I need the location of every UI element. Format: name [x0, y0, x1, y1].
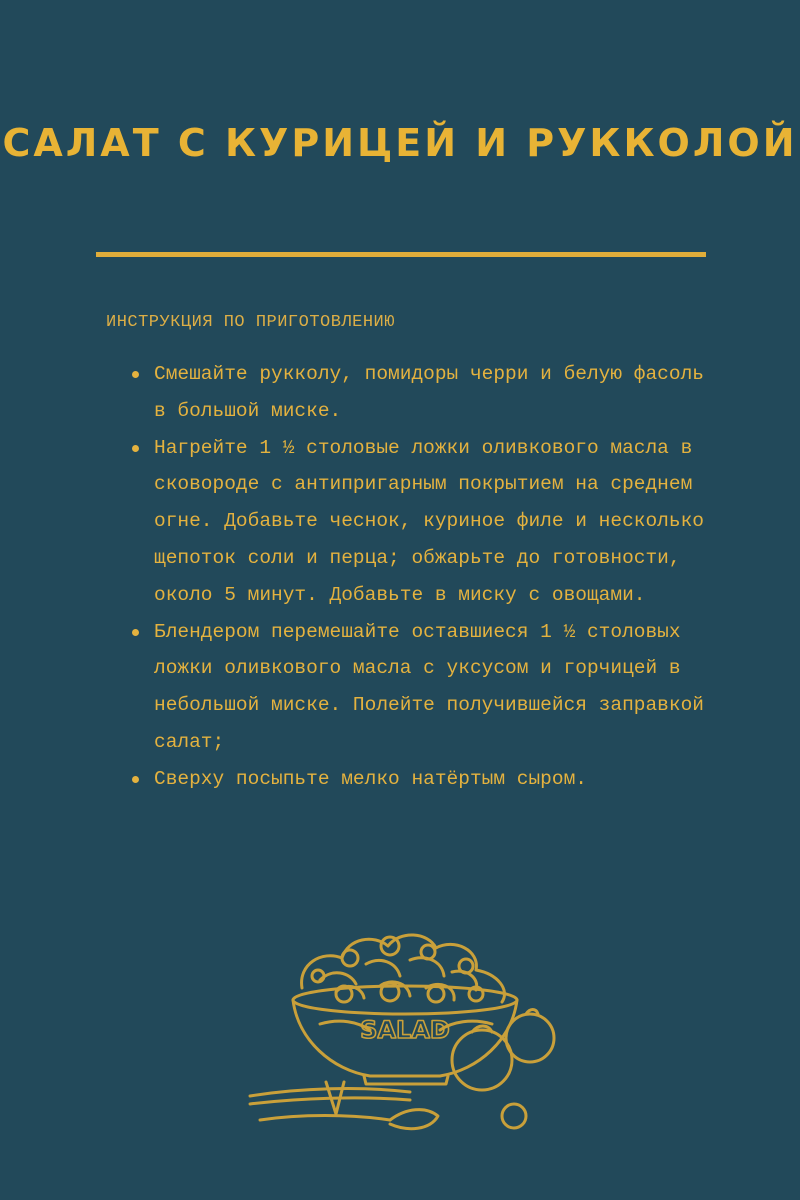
bullet-icon [132, 445, 139, 452]
title-divider [96, 252, 706, 257]
instruction-step [154, 614, 714, 761]
recipe-title: САЛАТ С КУРИЦЕЙ И РУККОЛОЙ [2, 121, 798, 166]
instruction-step-text: Смешайте рукколу, помидоры черри и белую фасоль в большой миске. [154, 363, 704, 422]
instruction-step-text: Сверху посыпьте мелко натёртым сыром. [154, 767, 587, 790]
instruction-step [154, 430, 714, 614]
instruction-step-text: Нагрейте 1 ½ столовые ложки оливкового масла в сковороде с антипригарным покрытием на среднем огне. Добавьте чеснок, куриное филе и несколько щепоток соли и перца; обжарьте до готовности, около 5 минут. Добавьте в миску с овощами. [154, 436, 704, 606]
bullet-icon [132, 629, 139, 636]
salad-bowl-illustration [240, 920, 570, 1155]
bullet-icon [132, 371, 139, 378]
instructions-heading: ИНСТРУКЦИЯ ПО ПРИГОТОВЛЕНИЮ [106, 313, 395, 332]
instruction-step-text: Блендером перемешайте оставшиеся 1 ½ столовых ложки оливкового масла с уксусом и горчицей в небольшой миске. Полейте получившейся заправкой салат; [154, 620, 704, 753]
instruction-step [154, 356, 714, 430]
illustration-label: SALAD [360, 1016, 450, 1044]
instruction-list [130, 356, 714, 798]
bullet-icon [132, 776, 139, 783]
instruction-step [154, 761, 714, 798]
